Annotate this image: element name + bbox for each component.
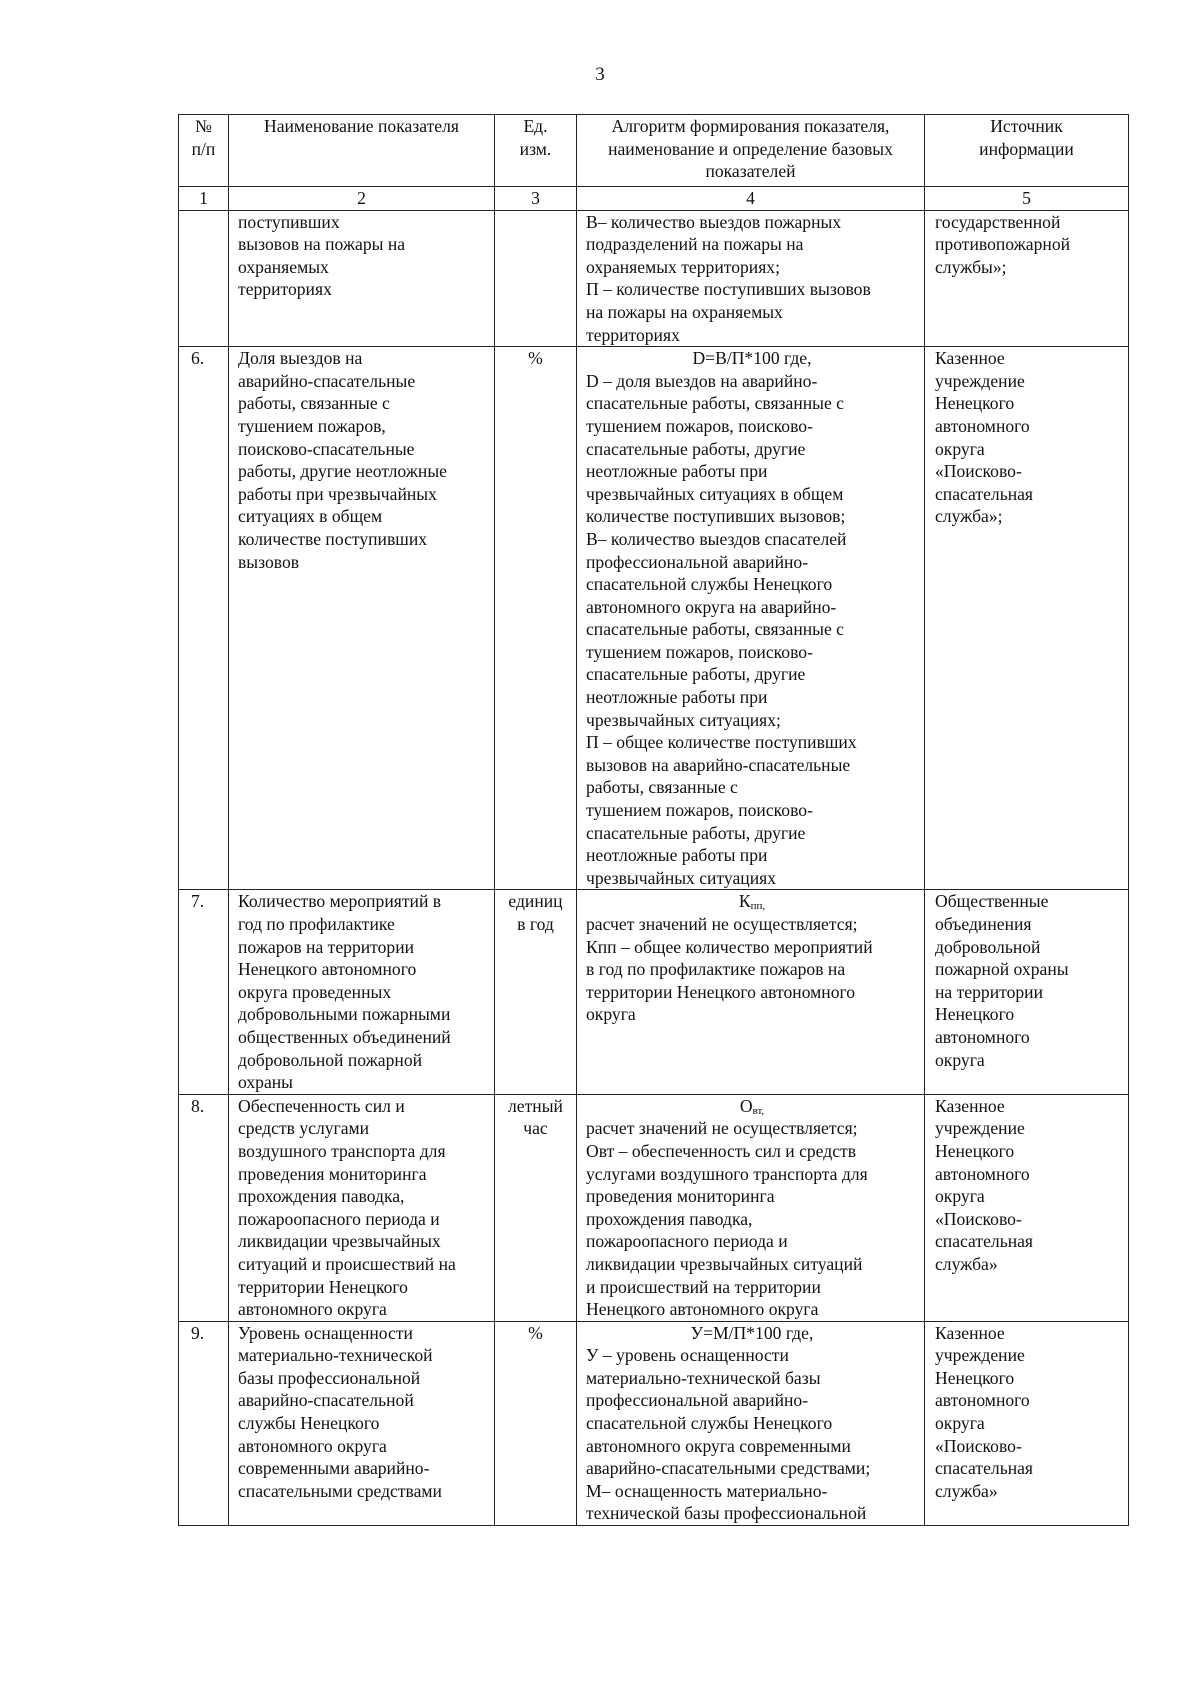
algorithm-line: В– количество выездов пожарных (586, 211, 842, 232)
cell-algorithm (577, 1094, 925, 1321)
header-num (179, 115, 229, 187)
name-line: добровольными пожарными (238, 1004, 451, 1025)
algorithm-line: количестве поступивших вызовов; (586, 506, 846, 527)
algorithm-line: и происшествий на территории (586, 1276, 821, 1297)
source-line: Ненецкого (935, 1004, 1015, 1025)
algorithm-line: охраняемых территориях; (586, 256, 780, 277)
algorithm-line: профессиональной аварийно- (586, 551, 809, 572)
header-line: изм. (519, 138, 552, 159)
formula (586, 890, 918, 913)
formula: D=В/П*100 где, (692, 348, 812, 369)
name-line: ситуациях в общем (238, 506, 383, 527)
formula (586, 1095, 918, 1118)
algorithm-line: территории Ненецкого автономного (586, 981, 856, 1002)
source-line: округа (935, 1186, 985, 1207)
source-line: государственной (935, 211, 1061, 232)
source-line: пожарной охраны (935, 959, 1069, 980)
cell-source (925, 1094, 1129, 1321)
algorithm-line: спасательные работы, другие (586, 438, 806, 459)
source-line: на территории (935, 981, 1044, 1002)
column-number: 4 (577, 187, 925, 211)
name-line: поступивших (238, 211, 340, 232)
cell-algorithm (577, 890, 925, 1094)
cell-algorithm (577, 1321, 925, 1525)
header-line: № (195, 116, 212, 136)
name-line: автономного округа (238, 1299, 387, 1320)
algorithm-line: чрезвычайных ситуациях (586, 867, 777, 888)
algorithm-line: тушением пожаров, поисково- (586, 415, 813, 436)
cell-indicator-name (229, 890, 495, 1094)
name-line: современными аварийно- (238, 1458, 430, 1479)
name-line: проведения мониторинга (238, 1163, 427, 1184)
table-row (179, 1321, 1129, 1525)
algorithm-line: на пожары на охраняемых (586, 301, 783, 322)
source-line: службы»; (935, 256, 1007, 277)
source-line: спасательная (935, 1231, 1034, 1252)
formula: У=М/П*100 где, (690, 1322, 814, 1343)
cell-unit (495, 1321, 577, 1525)
source-line: Казенное (935, 348, 1005, 369)
name-line: Обеспеченность сил и (238, 1095, 405, 1116)
unit-line: единиц (508, 891, 563, 912)
source-line: Ненецкого (935, 1140, 1015, 1161)
algorithm-line: Ненецкого автономного округа (586, 1299, 819, 1320)
unit-line: % (528, 1322, 543, 1343)
header-unit (495, 115, 577, 187)
unit-line: летный (508, 1095, 563, 1116)
source-line: «Поисково- (935, 461, 1022, 482)
algorithm-line: прохождения паводка, (586, 1208, 753, 1229)
source-line: автономного (935, 1026, 1030, 1047)
cell-source (925, 347, 1129, 890)
table-row (179, 1094, 1129, 1321)
algorithm-line: вызовов на аварийно-спасательные (586, 754, 851, 775)
cell-source (925, 1321, 1129, 1525)
header-name (229, 115, 495, 187)
table-row (179, 347, 1129, 890)
name-line: Количество мероприятий в (238, 891, 442, 912)
algorithm-line: неотложные работы при (586, 845, 768, 866)
row-number: 7. (179, 890, 229, 1094)
name-line: Ненецкого автономного (238, 959, 417, 980)
cell-algorithm (577, 347, 925, 890)
algorithm-line: автономного округа на аварийно- (586, 596, 837, 617)
source-line: автономного (935, 415, 1030, 436)
header-source (925, 115, 1129, 187)
algorithm-line: неотложные работы при (586, 687, 768, 708)
algorithm-line: спасательной службы Ненецкого (586, 574, 833, 595)
name-line: пожароопасного периода и (238, 1208, 440, 1229)
cell-unit (495, 1094, 577, 1321)
column-number: 1 (179, 187, 229, 211)
unit-line: час (523, 1118, 548, 1139)
algorithm-line: чрезвычайных ситуациях в общем (586, 483, 844, 504)
page-number: 3 (595, 64, 605, 85)
name-line: охраны (238, 1072, 293, 1093)
name-line: вызовов на пожары на (238, 234, 406, 255)
cell-indicator-name (229, 347, 495, 890)
name-line: количестве поступивших (238, 528, 428, 549)
algorithm-line: расчет значений не осуществляется; (586, 914, 858, 934)
cell-indicator-name (229, 1094, 495, 1321)
cell-unit (495, 347, 577, 890)
name-line: пожаров на территории (238, 936, 415, 957)
cell-source (925, 890, 1129, 1094)
cell-source (925, 210, 1129, 347)
algorithm-line: В– количество выездов спасателей (586, 528, 847, 549)
source-line: служба»; (935, 506, 1003, 527)
cell-indicator-name (229, 1321, 495, 1525)
row-number: 9. (179, 1321, 229, 1525)
algorithm-line: в год по профилактике пожаров на (586, 959, 846, 980)
row-number: 8. (179, 1094, 229, 1321)
algorithm-line: У – уровень оснащенности (586, 1345, 789, 1366)
header-line: Ед. (523, 116, 548, 136)
algorithm-line: Кпп – общее количество мероприятий (586, 936, 873, 957)
name-line: материально-технической (238, 1345, 433, 1366)
source-line: объединения (935, 914, 1032, 934)
algorithm-line: спасательной службы Ненецкого (586, 1413, 833, 1434)
header-line: информации (979, 138, 1074, 159)
algorithm-line: тушением пожаров, поисково- (586, 641, 813, 662)
algorithm-line: профессиональной аварийно- (586, 1390, 809, 1411)
algorithm-line: Овт – обеспеченность сил и средств (586, 1140, 857, 1161)
header-algorithm (577, 115, 925, 187)
cell-algorithm (577, 210, 925, 347)
source-line: Ненецкого (935, 1367, 1015, 1388)
source-line: служба» (935, 1253, 998, 1274)
header-row (179, 115, 1129, 187)
source-line: спасательная (935, 483, 1034, 504)
name-line: общественных объединений (238, 1026, 451, 1047)
indicators-table (178, 114, 1129, 1526)
source-line: служба» (935, 1480, 998, 1501)
algorithm-line: чрезвычайных ситуациях; (586, 709, 781, 730)
source-line: автономного (935, 1163, 1030, 1184)
source-line: противопожарной (935, 234, 1071, 255)
name-line: средств услугами (238, 1118, 370, 1139)
source-line: автономного (935, 1390, 1030, 1411)
algorithm-line: неотложные работы при (586, 461, 768, 482)
header-line: наименование и определение базовых (608, 138, 893, 159)
algorithm-line: ликвидации чрезвычайных ситуаций (586, 1253, 863, 1274)
algorithm-line: пожароопасного периода и (586, 1231, 788, 1252)
name-line: территории Ненецкого (238, 1276, 408, 1297)
column-number: 5 (925, 187, 1129, 211)
header-line: показателей (705, 161, 796, 182)
name-line: базы профессиональной (238, 1367, 421, 1388)
header-line: Алгоритм формирования показателя, (611, 116, 890, 136)
name-line: службы Ненецкого (238, 1413, 380, 1434)
name-line: аварийно-спасательные (238, 370, 416, 391)
source-line: Общественные (935, 891, 1049, 912)
source-line: округа (935, 438, 985, 459)
formula-subscript: вт, (752, 1104, 765, 1117)
algorithm-line: П – количестве поступивших вызовов (586, 279, 871, 300)
name-line: спасательными средствами (238, 1480, 442, 1501)
row-number (179, 210, 229, 347)
formula-symbol: К (738, 891, 751, 912)
name-line: ситуаций и происшествий на (238, 1253, 456, 1274)
source-line: округа (935, 1413, 985, 1434)
formula-subscript: пп, (750, 900, 766, 913)
name-line: поисково-спасательные (238, 438, 415, 459)
algorithm-line: спасательные работы, связанные с (586, 619, 844, 640)
name-line: работы, другие неотложные (238, 461, 447, 482)
source-line: Казенное (935, 1095, 1005, 1116)
header-line: п/п (191, 138, 216, 159)
source-line: «Поисково- (935, 1435, 1022, 1456)
column-numbers-row (179, 187, 1129, 211)
source-line: учреждение (935, 1118, 1025, 1139)
cell-indicator-name (229, 210, 495, 347)
algorithm-line: технической базы профессиональной (586, 1503, 867, 1524)
cell-unit (495, 210, 577, 347)
name-line: аварийно-спасательной (238, 1390, 414, 1411)
algorithm-line: аварийно-спасательными средствами; (586, 1458, 871, 1479)
algorithm-line: материально-технической базы (586, 1367, 821, 1388)
source-line: учреждение (935, 370, 1025, 391)
unit-line: % (528, 348, 543, 369)
source-line: «Поисково- (935, 1208, 1022, 1229)
row-number: 6. (179, 347, 229, 890)
name-line: год по профилактике (238, 914, 395, 934)
header-line: Источник (990, 116, 1063, 136)
name-line: охраняемых (238, 256, 329, 277)
algorithm-line: работы, связанные с (586, 777, 738, 798)
name-line: Доля выездов на (238, 348, 363, 369)
algorithm-line: проведения мониторинга (586, 1186, 775, 1207)
source-line: Казенное (935, 1322, 1005, 1343)
source-line: Ненецкого (935, 393, 1015, 414)
table-row (179, 210, 1129, 347)
source-line: спасательная (935, 1458, 1034, 1479)
name-line: территориях (238, 279, 332, 300)
algorithm-line: территориях (586, 324, 680, 345)
algorithm-line: услугами воздушного транспорта для (586, 1163, 868, 1184)
name-line: вызовов (238, 551, 300, 572)
algorithm-line: расчет значений не осуществляется; (586, 1118, 858, 1139)
name-line: работы, связанные с (238, 393, 390, 414)
name-line: Уровень оснащенности (238, 1322, 413, 1343)
algorithm-line: М– оснащенность материально- (586, 1480, 828, 1501)
table-row (179, 890, 1129, 1094)
algorithm-line: спасательные работы, другие (586, 664, 806, 685)
algorithm-line: тушением пожаров, поисково- (586, 800, 813, 821)
source-line: округа (935, 1049, 985, 1070)
algorithm-line: спасательные работы, связанные с (586, 393, 844, 414)
formula-symbol: О (739, 1095, 753, 1116)
column-number: 3 (495, 187, 577, 211)
algorithm-line: спасательные работы, другие (586, 822, 806, 843)
algorithm-line: П – общее количестве поступивших (586, 732, 857, 753)
source-line: учреждение (935, 1345, 1025, 1366)
algorithm-line: подразделений на пожары на (586, 234, 804, 255)
name-line: добровольной пожарной (238, 1049, 423, 1070)
algorithm-line: D – доля выездов на аварийно- (586, 370, 818, 391)
name-line: тушением пожаров, (238, 415, 386, 436)
unit-line: в год (517, 914, 554, 934)
source-line: добровольной (935, 936, 1041, 957)
name-line: ликвидации чрезвычайных (238, 1231, 441, 1252)
header-line: Наименование показателя (264, 116, 459, 136)
name-line: работы при чрезвычайных (238, 483, 437, 504)
cell-unit (495, 890, 577, 1094)
name-line: воздушного транспорта для (238, 1140, 446, 1161)
algorithm-line: автономного округа современными (586, 1435, 851, 1456)
algorithm-line: округа (586, 1004, 636, 1025)
name-line: округа проведенных (238, 981, 392, 1002)
column-number: 2 (229, 187, 495, 211)
name-line: прохождения паводка, (238, 1186, 405, 1207)
name-line: автономного округа (238, 1435, 387, 1456)
